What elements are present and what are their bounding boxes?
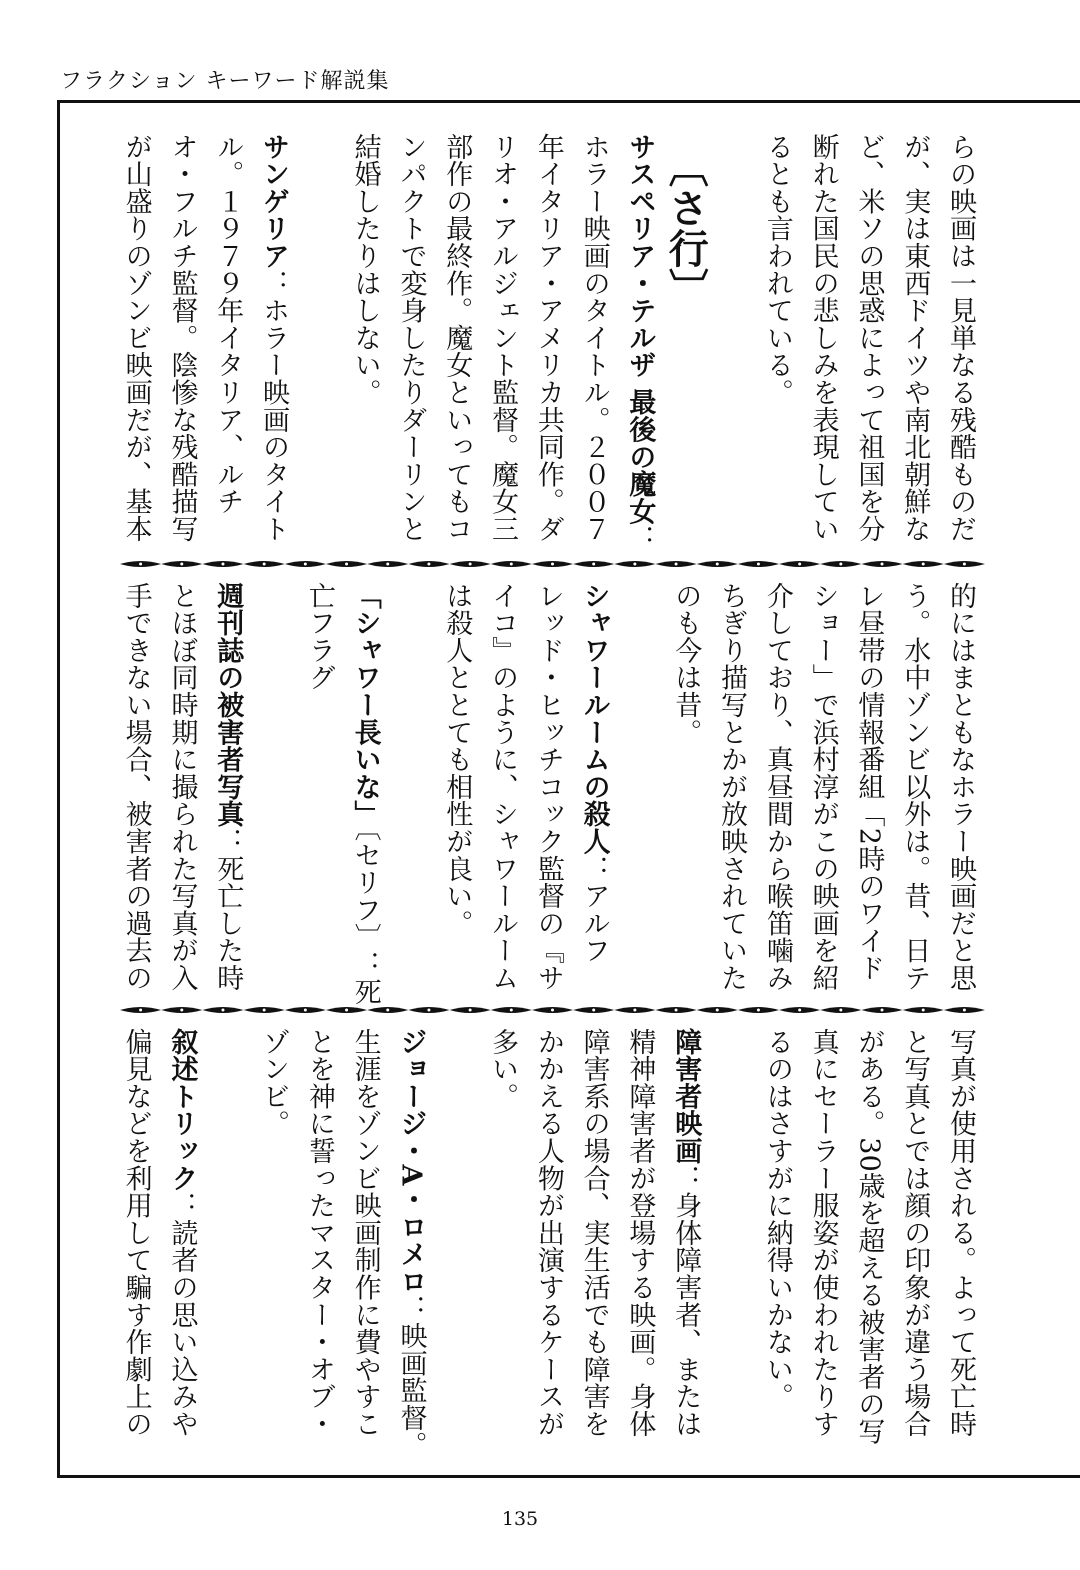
column-text: 的にはまともなホラー映画だと思 [945, 582, 976, 992]
text-band-1 [113, 133, 983, 553]
divider-dot [675, 563, 678, 566]
text-column [891, 582, 937, 1002]
column-text: るのはさすがに納得いかない。 [761, 1028, 793, 1411]
text-column [342, 1028, 388, 1448]
text-column [846, 133, 892, 553]
column-text: う。水中ゾンビ以外は。昔、日テ [899, 582, 931, 992]
keyword-term: 叙述トリック [166, 1028, 198, 1192]
text-column [159, 582, 205, 1002]
column-text: のも今は昔。 [670, 582, 702, 746]
text-column [617, 1028, 663, 1448]
divider-dot [221, 563, 224, 566]
text-column [525, 133, 571, 553]
ornamental-divider [120, 1005, 985, 1015]
text-column [800, 1028, 846, 1448]
page-number: 135 [501, 1508, 539, 1530]
text-column [891, 133, 937, 553]
section-heading [662, 133, 708, 553]
column-text: レッド・ヒッチコック監督の『サ [532, 582, 564, 992]
divider-dot [716, 563, 719, 566]
text-column [204, 133, 250, 553]
text-column [479, 133, 525, 553]
divider-dot [675, 1009, 678, 1012]
text-column [296, 582, 342, 1002]
keyword-term: 「シャワー長いな」 [349, 582, 381, 828]
column-text: 生涯をゾンビ映画制作に費やすこ [349, 1028, 381, 1438]
divider-dot [510, 563, 513, 566]
divider-dot [469, 1009, 472, 1012]
column-text: ： [624, 524, 656, 553]
divider-dot [922, 1009, 925, 1012]
divider-dot [551, 563, 554, 566]
divider-dot [963, 1009, 966, 1012]
column-text: イコ』のように、シャワールーム [487, 582, 519, 992]
text-column [433, 133, 479, 553]
divider-dot [263, 563, 266, 566]
column-text: 結婚したりはしない。 [349, 133, 381, 406]
text-column [159, 1028, 205, 1448]
column-text: ンパクトで変身したりダーリンと [395, 133, 427, 543]
text-column [113, 133, 159, 553]
divider-dot [427, 1009, 430, 1012]
column-text: ：身体障害者、または [670, 1164, 702, 1438]
column-text: 真にセーラー服姿が使われたりす [807, 1028, 839, 1438]
divider-dot [922, 563, 925, 566]
divider-dot [304, 1009, 307, 1012]
column-text: と写真とでは顔の印象が違う場合 [899, 1028, 931, 1438]
divider-dot [839, 1009, 842, 1012]
column-text: ちぎり描写とかが放映されていた [716, 582, 748, 992]
text-column [662, 582, 708, 1002]
column-text: が、実は東西ドイツや南北朝鮮な [899, 133, 931, 543]
divider-dot [345, 1009, 348, 1012]
column-text: ル。１９７９年イタリア、ルチ [212, 133, 244, 516]
divider-dot [221, 1009, 224, 1012]
column-text: ショー」で浜村淳がこの映画を紹 [807, 582, 839, 992]
text-column [525, 1028, 571, 1448]
column-text: オ・フルチ監督。陰惨な残酷描写 [166, 133, 198, 543]
divider-dot [798, 563, 801, 566]
column-text: とを神に誓ったマスター・オブ・ [303, 1028, 335, 1438]
ornamental-divider [120, 559, 985, 569]
text-column [571, 1028, 617, 1448]
divider-dot [633, 1009, 636, 1012]
text-column [342, 133, 388, 553]
column-text: 偏見などを利用して騙す作劇上の [120, 1028, 152, 1438]
text-column [571, 133, 617, 553]
divider-dot [180, 1009, 183, 1012]
column-text: 写真が使用される。よって死亡時 [945, 1028, 976, 1438]
text-column [800, 582, 846, 1002]
text-column [296, 1028, 342, 1448]
divider-dot [757, 1009, 760, 1012]
text-column [754, 582, 800, 1002]
divider-dot [386, 563, 389, 566]
divider-dot [592, 1009, 595, 1012]
column-text: ど、米ソの思惑によって祖国を分 [853, 133, 885, 543]
divider-dot [963, 563, 966, 566]
text-column [204, 582, 250, 1002]
divider-dot [633, 563, 636, 566]
running-header: フラクション キーワード解説集 [60, 69, 390, 94]
column-text: 亡フラグ [303, 582, 335, 692]
column-text: 介しており、真昼間から喉笛噛み [761, 582, 793, 992]
text-column [662, 1028, 708, 1448]
column-text: とほぼ同時期に撮られた写真が入 [166, 582, 198, 992]
divider-dot [798, 1009, 801, 1012]
text-column [617, 582, 663, 1002]
text-column [159, 133, 205, 553]
text-column [388, 1028, 434, 1459]
text-column [708, 1028, 754, 1448]
text-column [250, 582, 296, 1002]
keyword-term: 週刊誌の被害者写真 [212, 582, 244, 828]
keyword-term: サンゲリア [258, 133, 290, 270]
keyword-term: シャワールームの殺人 [578, 582, 610, 855]
column-text: がある。30歳を超える被害者の写 [853, 1028, 885, 1446]
column-text: ：映画監督。 [395, 1294, 427, 1459]
text-column [754, 1028, 800, 1448]
column-text: ：死亡した時 [212, 827, 244, 992]
text-column [754, 133, 800, 553]
column-text: 部作の最終作。魔女といってもコ [441, 133, 473, 543]
column-text: 断れた国民の悲しみを表現してい [807, 133, 839, 543]
column-text: リオ・アルジェント監督。魔女三 [487, 133, 519, 543]
divider-dot [510, 1009, 513, 1012]
column-text: 多い。 [487, 1028, 519, 1110]
column-text: ホラー映画のタイトル。２００７ [578, 133, 610, 543]
column-text: ：アルフ [578, 855, 610, 965]
divider-dot [592, 563, 595, 566]
text-column [388, 133, 434, 553]
divider-dot [263, 1009, 266, 1012]
divider-dot [757, 563, 760, 566]
divider-dot [551, 1009, 554, 1012]
text-column [479, 1028, 525, 1448]
column-text: らの映画は一見単なる残酷ものだ [945, 133, 976, 543]
text-column [433, 1028, 479, 1448]
column-text: 〔セリフ〕：死 [349, 827, 381, 1006]
divider-dot [469, 563, 472, 566]
text-column [937, 582, 983, 1002]
text-column [846, 582, 892, 1002]
text-column [250, 1028, 296, 1448]
keyword-term: ジョージ・A・ロメロ [395, 1028, 427, 1295]
text-column [342, 582, 388, 1006]
text-band-3 [113, 1028, 983, 1459]
text-column [937, 133, 983, 553]
keyword-term: サスペリア・テルザ 最後の魔女 [624, 133, 656, 525]
divider-dot [839, 563, 842, 566]
text-column [113, 582, 159, 1002]
text-column [937, 1028, 983, 1448]
divider-dot [881, 563, 884, 566]
column-text: かかえる人物が出演するケースが [532, 1028, 564, 1438]
divider-dot [345, 563, 348, 566]
column-text: 手できない場合、被害者の過去の [120, 582, 152, 992]
text-column [708, 582, 754, 1002]
text-column [388, 582, 434, 1002]
text-column [891, 1028, 937, 1448]
keyword-term: 障害者映画 [670, 1028, 702, 1165]
column-text: が山盛りのゾンビ映画だが、基本 [120, 133, 152, 543]
text-column [204, 1028, 250, 1448]
text-column [433, 582, 479, 1002]
divider-dot [386, 1009, 389, 1012]
text-column [571, 582, 617, 1002]
divider-dot [180, 563, 183, 566]
column-text: は殺人ととても相性が良い。 [441, 582, 473, 937]
text-column [113, 1028, 159, 1448]
column-text: 障害系の場合、実生活でも障害を [578, 1028, 610, 1438]
column-text: 精神障害者が登場する映画。身体 [624, 1028, 656, 1438]
column-text: 年イタリア・アメリカ共同作。ダ [532, 133, 564, 543]
divider-dot [304, 563, 307, 566]
text-column [296, 133, 342, 553]
column-text: 〔さ行〕 [662, 147, 710, 309]
text-column [617, 133, 663, 553]
text-column [250, 133, 296, 553]
divider-dot [716, 1009, 719, 1012]
column-text: ：読者の思い込みや [166, 1191, 198, 1438]
text-column [846, 1028, 892, 1448]
divider-dot [427, 563, 430, 566]
text-column [525, 582, 571, 1002]
divider-dot [881, 1009, 884, 1012]
text-column [479, 582, 525, 1002]
text-column [800, 133, 846, 553]
column-text: ゾンビ。 [258, 1028, 290, 1138]
text-column [708, 133, 754, 553]
column-text: るとも言われている。 [761, 133, 793, 406]
column-text: ：ホラー映画のタイト [258, 269, 290, 543]
column-text: レ昼帯の情報番組「2時のワイド [853, 582, 885, 982]
divider-dot [139, 1009, 142, 1012]
text-band-2 [113, 582, 983, 1006]
divider-dot [139, 563, 142, 566]
